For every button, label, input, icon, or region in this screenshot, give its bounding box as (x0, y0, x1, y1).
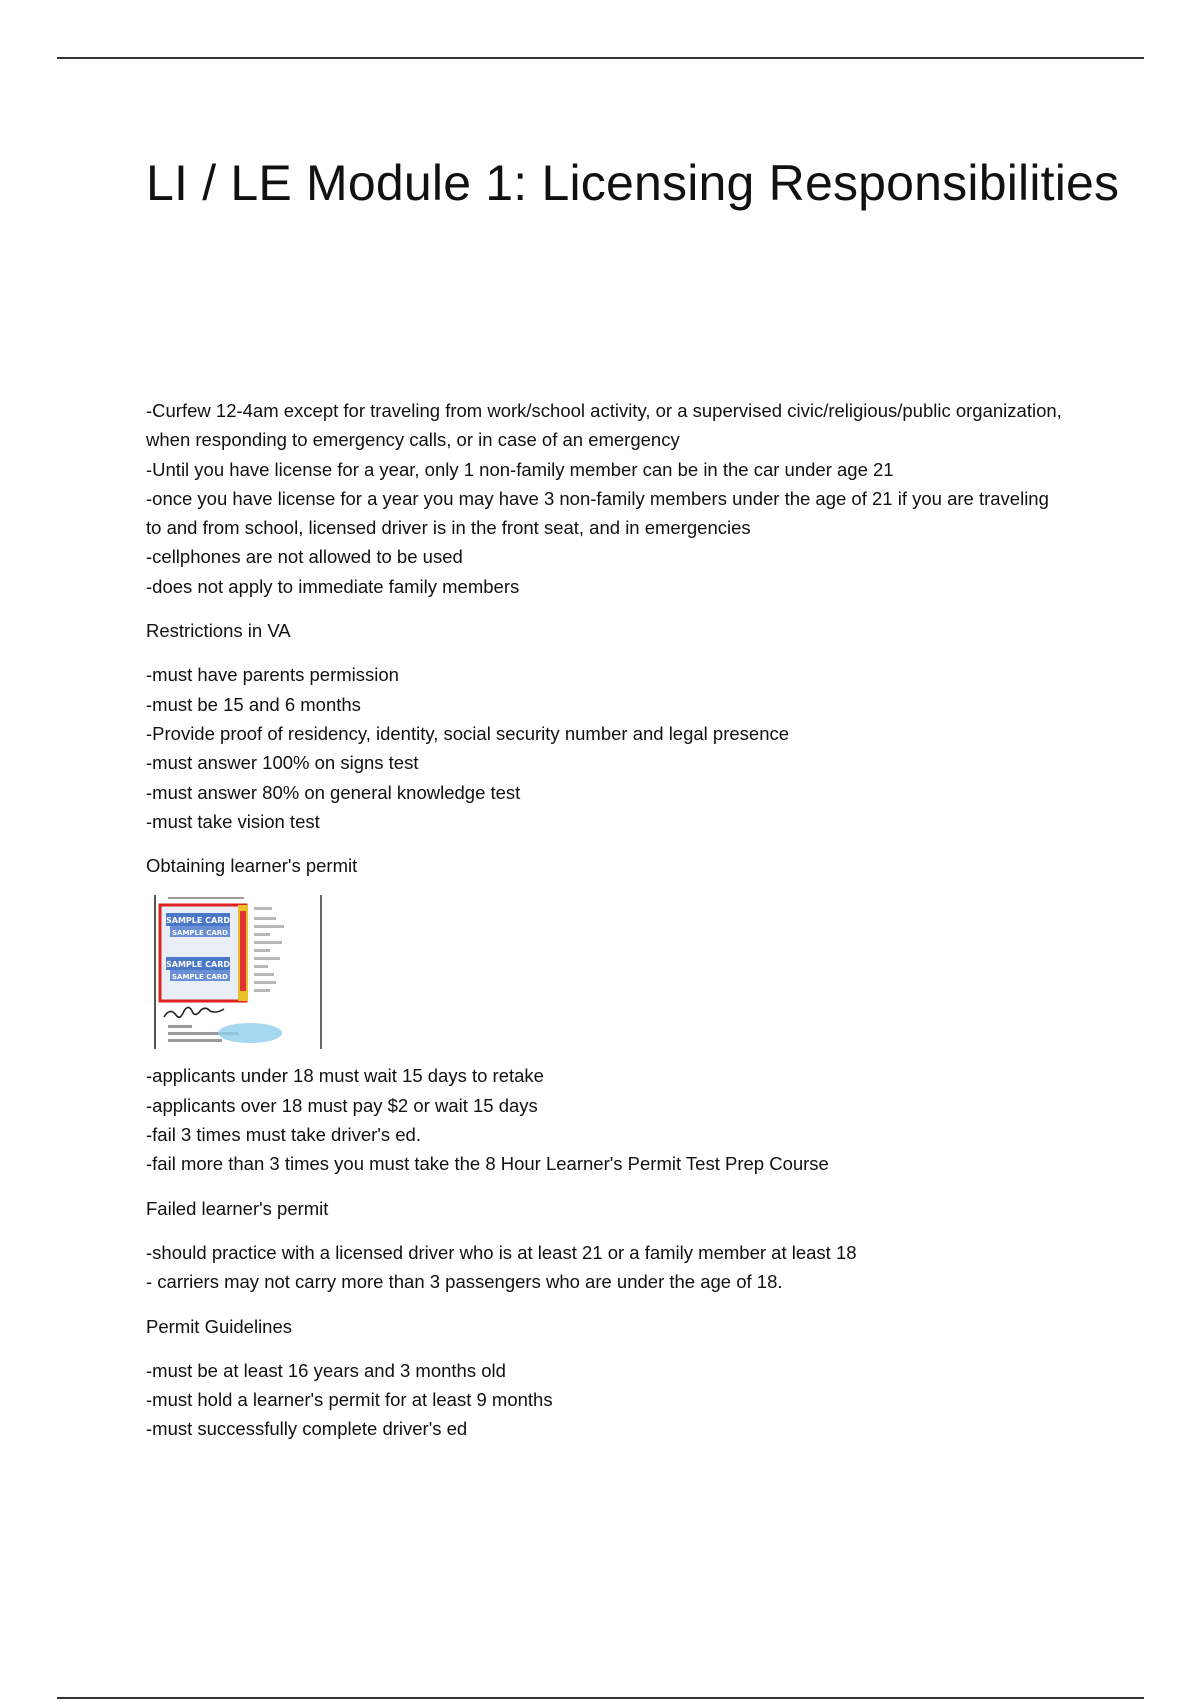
list-item: -must successfully complete driver's ed (146, 1418, 468, 1440)
document-body (146, 396, 1066, 1444)
list-item: -should practice with a licensed driver who is at least 21 or a family member at least 18 (146, 1241, 857, 1263)
section-heading-restrictions: Restrictions in VA (146, 620, 291, 642)
stamp-text: SAMPLE CARD (172, 929, 228, 938)
list-item: -applicants over 18 must pay $2 or wait 15 days (146, 1094, 538, 1116)
list-item: -Curfew 12-4am except for traveling from work/school activity, or a supervised civic/religious/public organization, when responding to emergency calls, or in case of an emergency (146, 400, 1062, 451)
section-heading-permit-guidelines: Permit Guidelines (146, 1315, 293, 1337)
section-obtaining-permit-list (146, 1061, 1066, 1178)
list-item: -must hold a learner's permit for at least 9 months (146, 1389, 553, 1411)
list-item: -fail more than 3 times you must take the 8 Hour Learner's Permit Test Prep Course (146, 1153, 829, 1175)
list-item: -must answer 100% on signs test (146, 752, 419, 774)
header-rule (57, 57, 1144, 59)
stamp-text: SAMPLE CARD (172, 973, 228, 982)
section-heading-failed-permit: Failed learner's permit (146, 1197, 329, 1219)
list-item: -once you have license for a year you may have 3 non-family members under the age of 21 if you are traveling to and from school, licensed driver is in the front seat, and in emergencies (146, 487, 1049, 539)
list-item: -cellphones are not allowed to be used (146, 546, 463, 568)
section-permit-guidelines-list (146, 1356, 1066, 1444)
section-heading-obtaining-permit: Obtaining learner's permit (146, 855, 358, 877)
footer-rule (57, 1697, 1144, 1699)
sample-license-image (154, 895, 322, 1049)
list-item: - carriers may not carry more than 3 passengers who are under the age of 18. (146, 1271, 783, 1293)
list-item: -Provide proof of residency, identity, social security number and legal presence (146, 722, 790, 744)
list-item: -does not apply to immediate family members (146, 575, 520, 597)
list-item: -applicants under 18 must wait 15 days to retake (146, 1065, 544, 1087)
list-item: -must be 15 and 6 months (146, 693, 361, 715)
list-item: -must answer 80% on general knowledge test (146, 781, 521, 803)
list-item: -must be at least 16 years and 3 months old (146, 1359, 506, 1381)
list-item: -fail 3 times must take driver's ed. (146, 1124, 421, 1146)
list-item: -Until you have license for a year, only 1 non-family member can be in the car under age 21 (146, 458, 894, 480)
stamp-text: SAMPLE CARD (166, 960, 230, 970)
list-item: -must have parents permission (146, 664, 399, 686)
section-restrictions-list (146, 660, 1066, 836)
document-title: LI / LE Module 1: Licensing Responsibilities (146, 155, 1120, 211)
list-item: -must take vision test (146, 810, 320, 832)
section-failed-permit-list (146, 1238, 1066, 1297)
section-curfew-list (146, 396, 1066, 601)
stamp-text: SAMPLE CARD (166, 916, 230, 926)
